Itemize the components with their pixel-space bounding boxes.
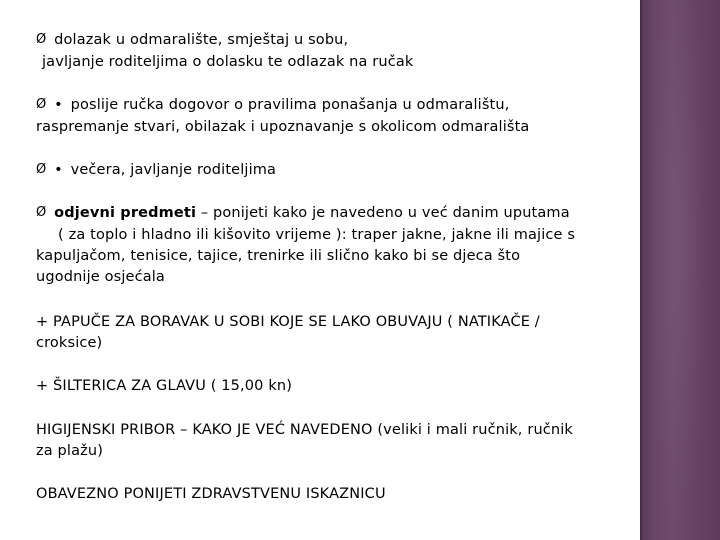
item-4-line-2 bbox=[58, 225, 575, 246]
dot-bullet-icon: • bbox=[54, 97, 63, 113]
note-1-line-2 bbox=[36, 333, 102, 354]
note-1-text: + PAPUČE ZA BORAVAK U SOBI KOJE SE LAKO OBUVAJU ( NATIKAČE / bbox=[36, 314, 540, 330]
item-4-text-cont-3: ugodnije osjećala bbox=[36, 269, 165, 285]
note-2-text: + ŠILTERICA ZA GLAVU ( 15,00 kn) bbox=[36, 378, 293, 394]
item-3-line-1 bbox=[36, 160, 276, 181]
note-4-line-1 bbox=[36, 484, 386, 505]
item-2-line-1 bbox=[36, 95, 509, 116]
note-3-text: HIGIJENSKI PRIBOR – KAKO JE VEĆ NAVEDENO (veliki i mali ručnik, ručnik bbox=[36, 422, 573, 438]
item-3-text: večera, javljanje roditeljima bbox=[70, 162, 277, 178]
item-1-line-1 bbox=[36, 30, 348, 51]
decorative-side-band bbox=[640, 0, 720, 540]
item-4-text: – ponijeti kako je navedeno u već danim uputama bbox=[196, 205, 570, 221]
item-4-bold-heading: odjevni predmeti bbox=[54, 205, 197, 221]
note-3-line-1 bbox=[36, 420, 573, 441]
dot-bullet-icon: • bbox=[54, 162, 63, 178]
item-4-line-3 bbox=[36, 246, 520, 267]
arrow-bullet-icon: Ø bbox=[36, 32, 47, 47]
arrow-bullet-icon: Ø bbox=[36, 205, 47, 220]
item-1-line-2 bbox=[42, 52, 413, 73]
arrow-bullet-icon: Ø bbox=[36, 97, 47, 112]
note-1-line-1 bbox=[36, 312, 540, 333]
item-4-text-cont-2: kapuljačom, tenisice, tajice, trenirke ili slično kako bi se djeca što bbox=[36, 248, 521, 264]
note-3-line-2 bbox=[36, 441, 103, 462]
note-1-text-cont: croksice) bbox=[36, 335, 103, 351]
item-2-text-cont: raspremanje stvari, obilazak i upoznavanje s okolicom odmarališta bbox=[36, 119, 530, 135]
note-2-line-1 bbox=[36, 376, 292, 397]
item-1-text-cont: javljanje roditeljima o dolasku te odlazak na ručak bbox=[42, 54, 414, 70]
note-4-text: OBAVEZNO PONIJETI ZDRAVSTVENU ISKAZNICU bbox=[36, 486, 386, 502]
note-3-text-cont: za plažu) bbox=[36, 443, 104, 459]
item-2-line-2 bbox=[36, 117, 529, 138]
item-4-line-1 bbox=[36, 203, 570, 224]
arrow-bullet-icon: Ø bbox=[36, 162, 47, 177]
item-2-text: poslije ručka dogovor o pravilima ponašanja u odmaralištu, bbox=[70, 97, 510, 113]
item-4-line-4 bbox=[36, 267, 165, 288]
item-1-text: dolazak u odmaralište, smještaj u sobu, bbox=[54, 32, 349, 48]
item-4-text-cont-1: ( za toplo i hladno ili kišovito vrijeme ): traper jakne, jakne ili majice s bbox=[58, 227, 576, 243]
